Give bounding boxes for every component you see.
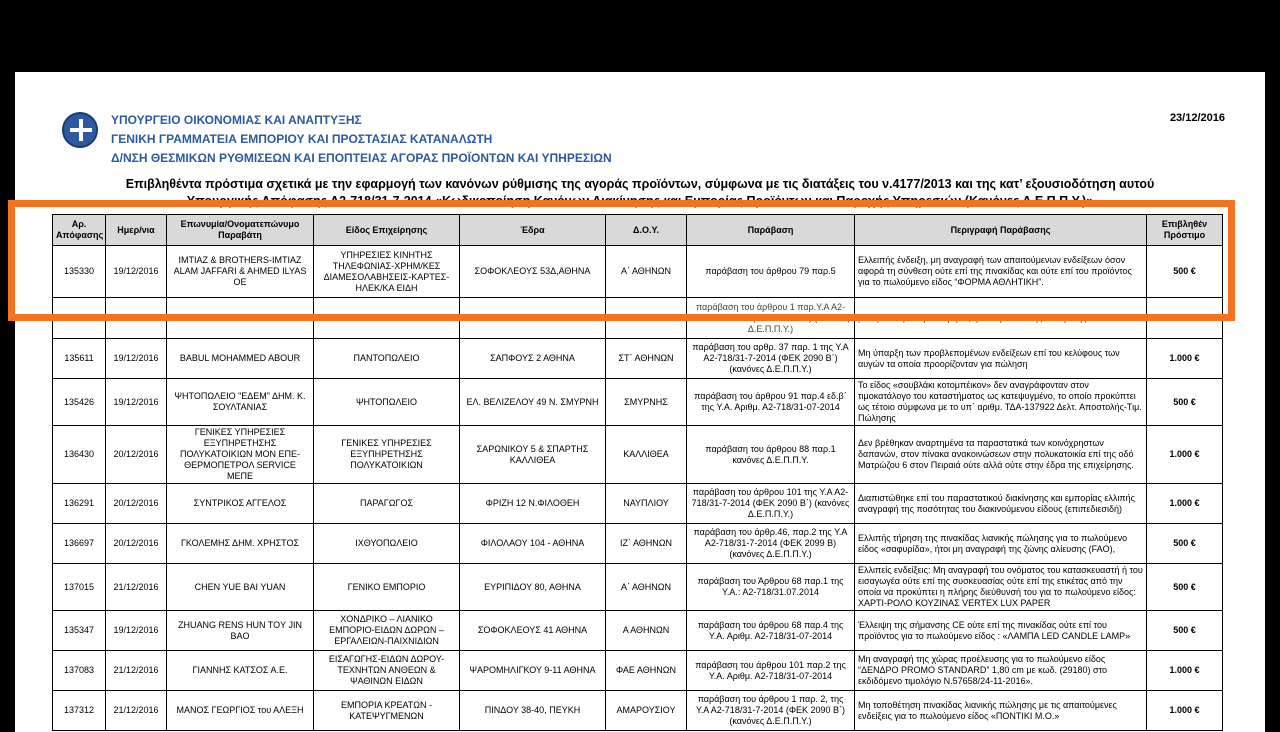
decision-number: 137312 xyxy=(53,691,106,731)
tax-office: Α΄ ΑΘΗΝΩΝ xyxy=(606,564,687,611)
business-type: ΨΗΤΟΠΩΛΕΙΟ xyxy=(314,379,460,426)
column-header: Επιβληθέν Πρόστιμο xyxy=(1147,215,1223,246)
violator-name: ΓΕΝΙΚΕΣ ΥΠΗΡΕΣΙΕΣ ΕΞΥΠΗΡΕΤΗΣΗΣ ΠΟΛΥΚΑΤΟΙΚΙΩΝ ΜΟΝ ΕΠΕ-ΘΕΡΜΟΠΕΤΡΟΛ SERVICE ΜΕΠΕ xyxy=(167,426,314,484)
table-row xyxy=(53,426,1223,484)
violation: παράβαση του άρθρου 101 παρ.2 της Υ.Α. Αριθμ. Α2-718/31-07-2014 xyxy=(687,651,855,691)
fine-amount: 500 € xyxy=(1147,379,1223,426)
business-address: ΕΛ. ΒΕΛΙΖΕΛΟΥ 49 Ν. ΣΜΥΡΝΗ xyxy=(460,379,606,426)
decision-date: 20/12/2016 xyxy=(106,524,167,564)
decision-date: 19/12/2016 xyxy=(106,379,167,426)
business-address: ΣΟΦΟΚΛΕΟΥΣ 41 ΑΘΗΝΑ xyxy=(460,611,606,651)
general-secretariat-name: ΓΕΝΙΚΗ ΓΡΑΜΜΑΤΕΙΑ ΕΜΠΟΡΙΟΥ ΚΑΙ ΠΡΟΣΤΑΣΙΑΣ ΚΑΤΑΝΑΛΩΤΗ xyxy=(111,132,493,146)
document-date: 23/12/2016 xyxy=(1169,112,1225,124)
decision-number: 137083 xyxy=(53,651,106,691)
decision-date: 20/12/2016 xyxy=(106,426,167,484)
violation: παράβαση του άρθρου 91 παρ.4 εδ.β΄ της Υ.Α. Αριθμ. Α2-718/31-07-2014 xyxy=(687,379,855,426)
column-header: Αρ. Απόφασης xyxy=(53,215,106,246)
tax-office: ΙΖ΄ ΑΘΗΝΩΝ xyxy=(606,524,687,564)
business-address: ΦΙΛΟΛΑΟΥ 104 - ΑΘΗΝΑ xyxy=(460,524,606,564)
business-address: ΨΑΡΟΜΗΛΙΓΚΟΥ 9-11 ΑΘΗΝΑ xyxy=(460,651,606,691)
table-row xyxy=(53,484,1223,524)
tax-office: Α ΑΘΗΝΩΝ xyxy=(606,611,687,651)
table-row xyxy=(53,524,1223,564)
decision-number: 136291 xyxy=(53,484,106,524)
violation-description: Μη αναγραφή της χώρας προέλευσης για το πωλούμενο είδος “ΔΕΝΔΡΟ PROMO STANDARD” 1,80 cm με κωδ. (29180) στο εκδιδόμενο τιμολόγιο Ν.57658/24-11-2016». xyxy=(855,651,1147,691)
decision-date: 20/12/2016 xyxy=(106,484,167,524)
tax-office: ΦΑΕ ΑΘΗΝΩΝ xyxy=(606,651,687,691)
violator-name: ΣΥΝΤΡΙΚΟΣ ΑΓΓΕΛΟΣ xyxy=(167,484,314,524)
business-type: ΧΟΝΔΡΙΚΟ – ΛΙΑΝΙΚΟ ΕΜΠΟΡΙΟ-ΕΙΔΩΝ ΔΩΡΩΝ – ΕΡΓΑΛΕΙΩΝ-ΠΑΙΧΝΙΔΙΩΝ xyxy=(314,611,460,651)
title-line-1: Επιβληθέντα πρόστιμα σχετικά με την εφαρμογή των κανόνων ρύθμισης της αγοράς προϊόντων, σύμφωνα με τις διατάξεις του ν.4177/2013 και της κατ’ εξουσιοδότηση αυτού xyxy=(125,177,1155,191)
table-row xyxy=(53,691,1223,731)
decision-date: 19/12/2016 xyxy=(106,339,167,379)
violation: παράβαση του άρθρου 1 παρ.Υ.Α Α2-718/31-7-2014 (ΦΕΚ 2090 Β΄) (κανόνες Δ.Ε.Π.Π.Υ.) xyxy=(687,298,855,339)
business-type: ΠΑΡΑΓΩΓΟΣ xyxy=(314,484,460,524)
violation-description: Ελλειπής ένδειξη, μη αναγραφή των απαιτούμενων ενδείξεων όσον αφορά τη σύνθεση ούτε επί της πινακίδας και ούτε επί του προϊόντος για το πωλούμενο είδος “ΦΟΡΜΑ ΑΘΛΗΤΙΚΗ”. xyxy=(855,246,1147,298)
violation-description: Μη ύπαρξη των προβλεπομένων ενδείξεων επί του κελύφους των αυγών τα οποία προορίζονταν για πώληση xyxy=(855,339,1147,379)
violation: παράβαση του αρθρ. 37 παρ. 1 της Υ.Α Α2-718/31-7-2014 (ΦΕΚ 2090 Β΄) (κανόνες Δ.Ε.Π.Π.Υ.) xyxy=(687,339,855,379)
ministry-name: ΥΠΟΥΡΓΕΙΟ ΟΙΚΟΝΟΜΙΑΣ ΚΑΙ ΑΝΑΠΤΥΞΗΣ xyxy=(111,113,362,127)
violation: παράβαση του άρθρου 88 παρ.1 κανόνες Δ.Ε.Π.Π.Υ. xyxy=(687,426,855,484)
business-address: ΦΡΙΖΗ 12 Ν.ΦΙΛΟΘΕΗ xyxy=(460,484,606,524)
violator-name: CHEN YUE BAI YUAN xyxy=(167,564,314,611)
violator-name: ΕΦΕΝΤΟΥΡΙ xyxy=(167,298,314,339)
decision-date: 21/12/2016 xyxy=(106,564,167,611)
business-address: ΕΥΡΙΠΙΔΟΥ 80, ΑΘΗΝΑ xyxy=(460,564,606,611)
violation: παράβαση του Άρθρου 68 παρ.1 της Υ.Α.: Α2-718/31.07.2014 xyxy=(687,564,855,611)
fine-amount: 1.000 € xyxy=(1147,484,1223,524)
business-address: ΣΑΠΦΟΥΣ 2 ΑΘΗΝΑ xyxy=(460,339,606,379)
tax-office: Α΄ ΑΘΗΝΩΝ xyxy=(606,246,687,298)
business-address: ΣΟΦΟΚΛΕΟΥΣ 53Δ,ΑΘΗΝΑ xyxy=(460,246,606,298)
violation-description: Διαπιστώθηκε επί του παραστατικού διακίνησης και εμπορίας ελλιπής αναγραφή της ποσότητας του διακινούμενου είδους (επιπεδιεσιδή) xyxy=(855,484,1147,524)
decision-number: 136430 xyxy=(53,426,106,484)
business-type: ΠΑΝΤΟΠΩΛΕΙΟ xyxy=(314,339,460,379)
fine-amount: 500 € xyxy=(1147,564,1223,611)
violator-name: BABUL MOHAMMED ABOUR xyxy=(167,339,314,379)
decision-number: 137015 xyxy=(53,564,106,611)
column-header: Έδρα xyxy=(460,215,606,246)
column-header: Ημερ/νια xyxy=(106,215,167,246)
fine-amount: 1.000 € xyxy=(1147,426,1223,484)
fine-amount: 1.000 € xyxy=(1147,339,1223,379)
title-line-2: Υπουργικής Απόφασης Α2-718/31-7-2014 «Κωδικοποίηση Κανόνων Διακίνησης και Εμπορίας Προϊόντων και Παροχής Υπηρεσιών (Κανόνες Δ.Ε.Π.Π.Υ.)» xyxy=(186,194,1094,208)
tax-office: ΚΑΛΛΙΘΕΑ xyxy=(606,426,687,484)
table-row xyxy=(53,379,1223,426)
table-row xyxy=(53,611,1223,651)
business-type: ΙΧΘΥΟΠΩΛΕΙΟ xyxy=(314,524,460,564)
violation: παράβαση του άρθρου 101 της Υ.Α Α2-718/31-7-2014 (ΦΕΚ 2090 Β΄) (κανόνες Δ.Ε.Π.Π.Υ.) xyxy=(687,484,855,524)
decision-date: 19/12/2016 xyxy=(106,611,167,651)
tax-office: ΑΜΑΡΟΥΣΙΟΥ xyxy=(606,691,687,731)
greek-emblem-icon xyxy=(62,112,98,148)
decision-number: 135330 xyxy=(53,246,106,298)
fine-amount: 500 € xyxy=(1147,246,1223,298)
violator-name: ΓΚΟΛΕΜΗΣ ΔΗΜ. ΧΡΗΣΤΟΣ xyxy=(167,524,314,564)
decision-number: 135347 xyxy=(53,611,106,651)
violator-name: ΓΙΑΝΝΗΣ ΚΑΤΣΟΣ Α.Ε. xyxy=(167,651,314,691)
document-page xyxy=(15,72,1265,732)
fine-amount: 1.000 € xyxy=(1147,691,1223,731)
violator-name: ΨΗΤΟΠΩΛΕΙΟ "ΕΔΕΜ" ΔΗΜ. Κ. ΣΟΥΛΤΑΝΙΑΣ xyxy=(167,379,314,426)
tax-office: ΝΑΥΠΛΙΟΥ xyxy=(606,484,687,524)
violation: παράβαση του άρθρου 1 παρ. 2, της Υ.Α Α2-718/31-7-2014 (ΦΕΚ 2090 Β΄) (κανόνες Δ.Ε.Π.Π.Υ.) xyxy=(687,691,855,731)
violation: παράβαση του άρθρου 79 παρ.5 xyxy=(687,246,855,298)
decision-number: 136697 xyxy=(53,524,106,564)
business-type: ΓΕΝΙΚΟ ΕΜΠΟΡΙΟ xyxy=(314,564,460,611)
directorate-name: Δ/ΝΣΗ ΘΕΣΜΙΚΩΝ ΡΥΘΜΙΣΕΩΝ ΚΑΙ ΕΠΟΠΤΕΙΑΣ ΑΓΟΡΑΣ ΠΡΟΪΟΝΤΩΝ ΚΑΙ ΥΠΗΡΕΣΙΩΝ xyxy=(111,151,612,165)
column-header: Δ.Ο.Υ. xyxy=(606,215,687,246)
decision-number: 135611 xyxy=(53,339,106,379)
table-row xyxy=(53,651,1223,691)
business-address: ΠΙΝΔΟΥ 38-40, ΠΕΥΚΗ xyxy=(460,691,606,731)
violation: παράβαση του άρθρ.46, παρ.2 της Υ.Α Α2-718/31-7-2014 (ΦΕΚ 2099 Β) (κανόνες Δ.Ε.Π.Π.Υ.) xyxy=(687,524,855,564)
business-type: ΕΜΠΟΡΙΑ ΚΡΕΑΤΩΝ - ΚΑΤΕΨΥΓΜΕΝΩΝ xyxy=(314,691,460,731)
violation-description: Δεν βρέθηκαν αναρτημένα τα παραστατικά των κοινόχρηστων δαπανών, στον πίνακα ανακοινώσεων στην πολυκατοικία επί της οδό Ματρώζου 6 στον Πειραιά ούτε αλλά ούτε στην έδρα της επιχείρησης. xyxy=(855,426,1147,484)
violation-description: Έλλειψη της σήμανσης CE ούτε επί της πινακίδας ούτε επί του προϊόντος για το πωλούμενο είδος : «ΛΑΜΠΑ LED CANDLE LAMP» xyxy=(855,611,1147,651)
violation: παράβαση του άρθρου 68 παρ.4 της Υ.Α. Αριθμ. Α2-718/31-07-2014 xyxy=(687,611,855,651)
fine-amount: 500 € xyxy=(1147,611,1223,651)
highlight-box xyxy=(8,200,1235,321)
fine-amount: 1.000 € xyxy=(1147,651,1223,691)
column-header: Παράβαση xyxy=(687,215,855,246)
business-type: ΕΙΣΑΓΩΓΗΣ-ΕΙΔΩΝ ΔΩΡΟΥ-ΤΕΧΝΗΤΩΝ ΑΝΘΕΩΝ & ΨΑΘΙΝΩΝ ΕΙΔΩΝ xyxy=(314,651,460,691)
violation-description: Ελλιπείς ενδείξεις: Μη αναγραφή του ονόματος του κατασκευαστή ή του εισαγωγέα ούτε επί της συσκευασίας ούτε επί της ετικέτας από την οποία να προκύπτει η πλήρης διεύθυνσή του για το πωλούμενο είδος: ΧΑΡΤΙ-ΡΟΛΟ ΚΟΥΖΙΝΑΣ VERTEX LUX PAPER xyxy=(855,564,1147,611)
violation-description: Ελλιπής τήρηση της πινακίδας λιανικής πώλησης για το πωλούμενο είδος «σαφυρίδα», ήτοι μη αναγραφή της ζώνης αλίευσης (FAO), xyxy=(855,524,1147,564)
tax-office: ΣΤ΄ ΑΘΗΝΩΝ xyxy=(606,339,687,379)
decision-number: 135426 xyxy=(53,379,106,426)
business-address: ΣΑΡΩΝΙΚΟΥ 5 & ΣΠΑΡΤΗΣ ΚΑΛΛΙΘΕΑ xyxy=(460,426,606,484)
decision-date: 21/12/2016 xyxy=(106,691,167,731)
violator-name: IMTIAZ & BROTHERS-IMTIAZ ALAM JAFFARI & AHMED ILYAS OE xyxy=(167,246,314,298)
table-row xyxy=(53,564,1223,611)
violator-name: ZHUANG RENS HUN TOY JIN BAO xyxy=(167,611,314,651)
tax-office: ΣΜΥΡΝΗΣ xyxy=(606,379,687,426)
violator-name: ΜΑΝΟΣ ΓΕΩΡΓΙΟΣ του ΑΛΕΞΗ xyxy=(167,691,314,731)
decision-date: 19/12/2016 xyxy=(106,246,167,298)
table-row xyxy=(53,339,1223,379)
column-header: Περιγραφή Παράβασης xyxy=(855,215,1147,246)
business-type: ΥΠΗΡΕΣΙΕΣ ΚΙΝΗΤΗΣ ΤΗΛΕΦΩΝΙΑΣ-ΧΡΗΜ/ΚΕΣ ΔΙΑΜΕΣΟΛΑΒΗΣΕΙΣ-ΚΑΡΤΕΣ-ΗΛΕΚ/ΚΑ ΕΙΔΗ xyxy=(314,246,460,298)
column-header: Επωνυμία/Ονοματεπώνυμο Παραβάτη xyxy=(167,215,314,246)
violation-description: Το είδος «σουβλάκι κοτομπέικον» δεν αναγράφονταν στον τιμοκατάλογο του καταστήματος ως κατεψυγμένο, το οποίο προκύπτει ως τέτοιο σύμφωνα με το υπ΄ αριθμ. ΤΔΑ-137922 Δελτ. Αποστολής-Τιμ. Πώλησης xyxy=(855,379,1147,426)
business-type: ΓΕΝΙΚΕΣ ΥΠΗΡΕΣΙΕΣ ΕΞΥΠΗΡΕΤΗΣΗΣ ΠΟΛΥΚΑΤΟΙΚΙΩΝ xyxy=(314,426,460,484)
violation-description: Μη τοποθέτηση πινακίδας λιανικής πώλησης με τις απαιτούμενες ενδείξεις για το πωλούμενο είδος «ΠΟΝΤΙΚΙ Μ.Ο.» xyxy=(855,691,1147,731)
violation-description: βάση του τιμολογίου αγοράς ήταν προέλευσης Σενεγάλης. xyxy=(855,298,1147,339)
decision-date: 21/12/2016 xyxy=(106,651,167,691)
fine-amount: 500 € xyxy=(1147,524,1223,564)
column-header: Είδος Επιχείρησης xyxy=(314,215,460,246)
